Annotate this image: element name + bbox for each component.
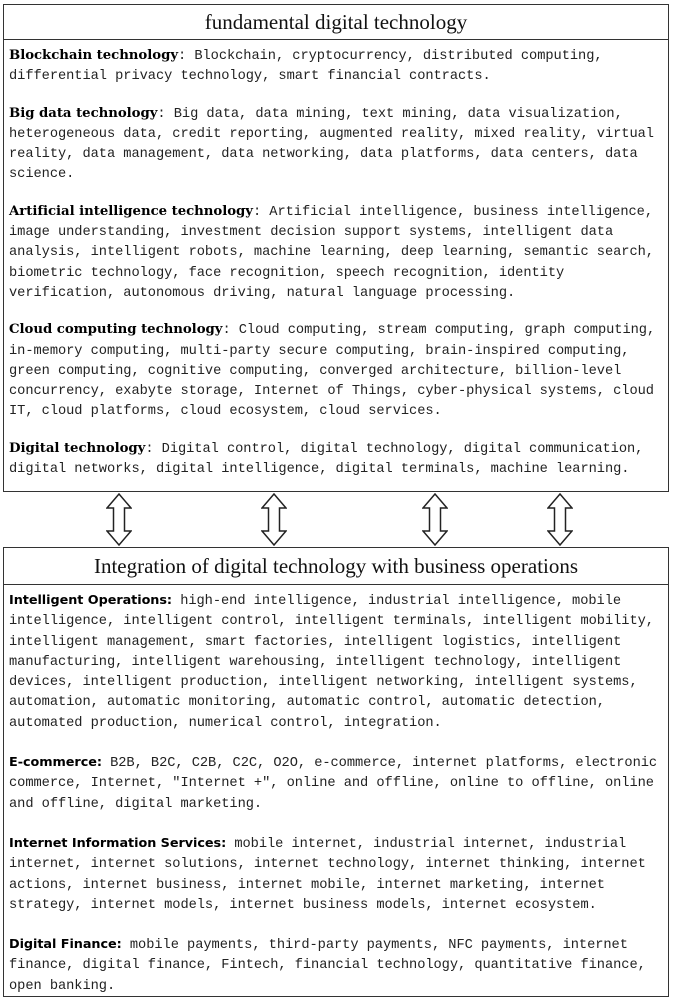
category-items: B2B, B2C, C2B, C2C, O2O, e-commerce, internet platforms, electronic commerce, Internet, "Internet +", online and offline, online to offline, online and offline, digital marketing. [9,756,658,812]
category-separator: : [157,106,174,122]
category-label: Digital technology [9,440,146,456]
fundamental-technology-box [3,4,669,492]
category-e-commerce [9,753,664,815]
category-internet-information-services [9,834,664,916]
category-items: high-end intelligence, industrial intelligence, mobile intelligence, intelligent control, intelligent terminals, intelligent mobility, intelligent management, smart factories, intelligent logistics, intelligent manufacturing, intelligent warehousing, intelligent technology, intelligent devices, intelligent production, intelligent networking, intelligent systems, automation, automatic monitoring, automatic control, automatic detection, automated production, numerical control, integration. [9,594,654,731]
category-label: Big data technology [9,105,158,121]
category-separator: : [222,323,239,339]
category-label: Internet Information Services: [9,835,227,851]
category-cloud-computing [9,320,664,422]
category-label: Blockchain technology [9,48,178,63]
category-separator [172,594,180,609]
fundamental-technology-list [4,40,668,480]
category-items: mobile internet, industrial internet, industrial internet, internet solutions, internet technology, internet thinking, internet actions, internet business, internet mobile, internet marketing, internet strategy, internet models, internet business models, internet ecosystem. [9,836,646,913]
box-title-integration: Integration of digital technology with business operations [4,548,668,585]
category-separator: : [252,204,270,220]
category-separator: : [178,49,195,64]
category-separator [102,756,110,771]
category-label: Digital Finance: [9,937,122,953]
category-label: E-commerce: [9,755,102,771]
business-integration-box [3,547,669,997]
category-big-data [9,104,664,186]
category-items: Artificial intelligence, business intelligence, image understanding, investment decision support systems, intelligent data analysis, intelligent robots, machine learning, deep learning, semantic search, biometric technology, face recognition, speech recognition, identity verification, autonomous driving, natural language processing. [9,204,654,301]
category-digital-finance [9,935,664,997]
category-blockchain [9,46,664,88]
double-arrow-icon [422,493,448,546]
category-artificial-intelligence [9,202,664,304]
business-integration-list [4,585,668,997]
category-items: Cloud computing, stream computing, graph computing, in-memory computing, multi-party secure computing, brain-inspired computing, green computing, cognitive computing, converged architecture, billion-level concurrency, exabyte storage, Internet of Things, cyber-physical systems, cloud IT, cloud platforms, cloud ecosystem, cloud services. [9,323,656,420]
category-items: Blockchain, cryptocurrency, distributed computing, differential privacy technology, smart financial contracts. [9,49,603,85]
double-arrow-icon [547,493,573,546]
double-arrow-icon [106,493,132,546]
category-digital-technology [9,439,664,481]
category-items: mobile payments, third-party payments, NFC payments, internet finance, digital finance, Fintech, financial technology, quantitative finance, open banking. [9,938,646,994]
category-separator: : [145,441,162,457]
category-label: Cloud computing technology [9,322,223,338]
category-intelligent-operations [9,591,664,734]
category-items: Big data, data mining, text mining, data visualization, heterogeneous data, credit reporting, augmented reality, mixed reality, virtual reality, data management, data networking, data platforms, data centers, data science. [9,106,654,183]
category-separator [122,938,130,953]
double-arrow-icon [261,493,287,546]
category-label: Artificial intelligence technology [9,203,253,219]
category-label: Intelligent Operations: [9,593,173,608]
box-title-fundamental: fundamental digital technology [4,5,668,40]
category-items: Digital control, digital technology, digital communication, digital networks, digital intelligence, digital terminals, machine learning. [9,441,644,478]
